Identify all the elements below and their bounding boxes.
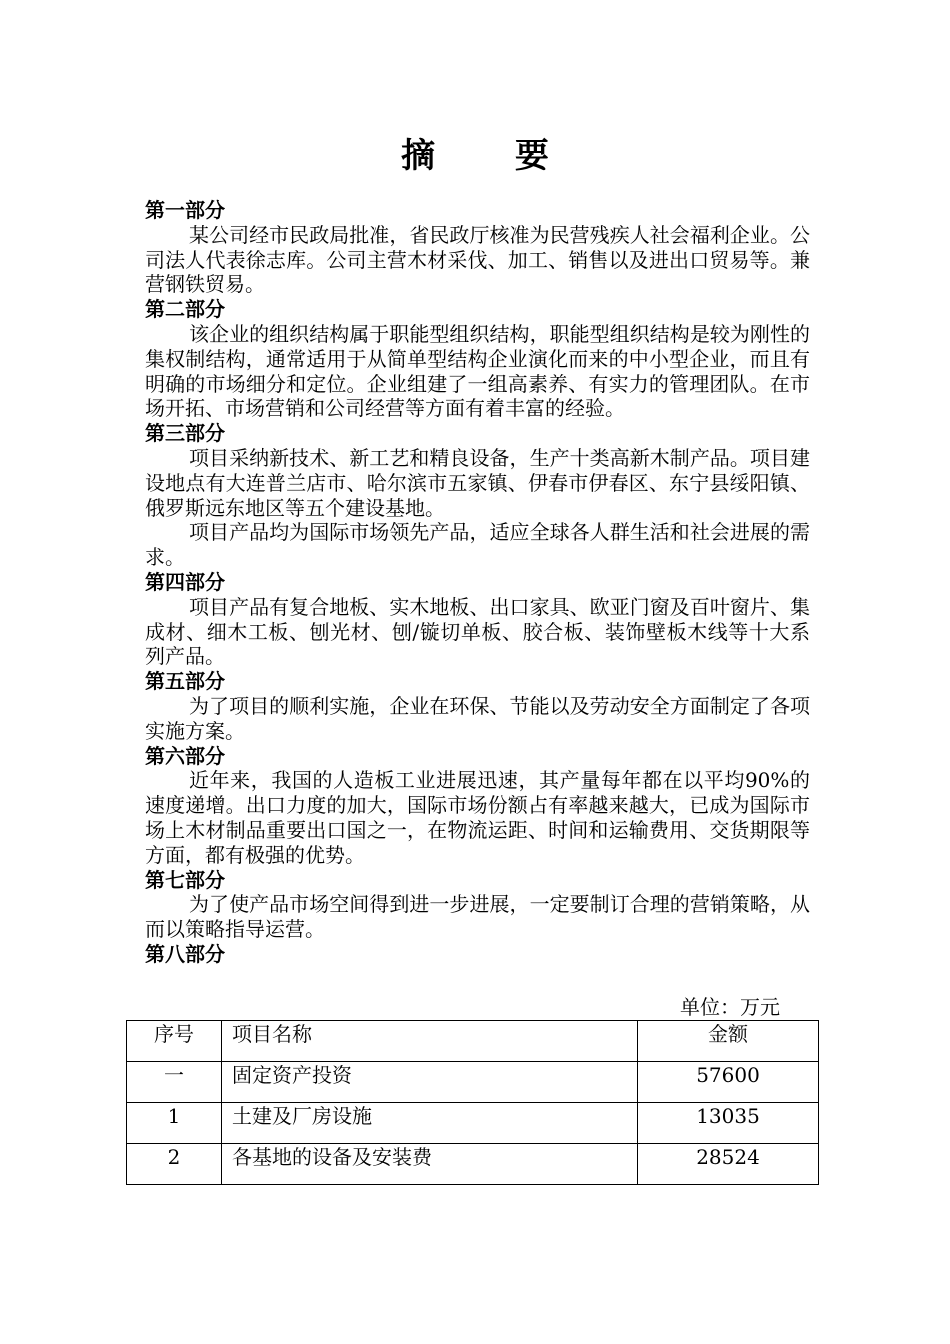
table-row (127, 1103, 819, 1144)
cell-amount: 13035 (638, 1103, 819, 1144)
summary-body (145, 198, 810, 967)
column-header-amount: 金额 (638, 1021, 819, 1062)
section-paragraph: 项目产品有复合地板、实木地板、出口家具、欧亚门窗及百叶窗片、集成材、细木工板、刨光材、刨/镟切单板、胶合板、装饰壁板木线等十大系列产品。 (145, 594, 810, 669)
cell-item-name: 各基地的设备及安装费 (222, 1144, 638, 1185)
table-unit-label: 单位：万元 (680, 995, 780, 1019)
section-heading: 第七部分 (145, 867, 225, 892)
cell-amount: 57600 (638, 1062, 819, 1103)
cell-item-name: 固定资产投资 (222, 1062, 638, 1103)
investment-table (126, 1020, 819, 1185)
section-heading: 第二部分 (145, 297, 225, 322)
table-header-row (127, 1021, 819, 1062)
section-heading: 第八部分 (145, 941, 225, 966)
section-heading: 第一部分 (145, 198, 225, 222)
cell-item-name: 土建及厂房设施 (222, 1103, 638, 1144)
table-row (127, 1062, 819, 1103)
column-header-item-name: 项目名称 (222, 1021, 638, 1062)
section-paragraph: 近年来，我国的人造板工业进展迅速，其产量每年都在以平均90%的速度递增。出口力度的加大，国际市场份额占有率越来越大，已成为国际市场上木材制品重要出口国之一，在物流运距、时间和运输费用、交货期限等方面，都有极强的优势。 (145, 768, 810, 867)
section-paragraph: 项目产品均为国际市场领先产品，适应全球各人群生活和社会进展的需求。 (145, 520, 810, 570)
cell-number: 1 (127, 1103, 222, 1144)
section-paragraph: 为了项目的顺利实施，企业在环保、节能以及劳动安全方面制定了各项实施方案。 (145, 693, 810, 743)
section-heading: 第五部分 (145, 669, 225, 694)
section-paragraph: 某公司经市民政局批准，省民政厅核准为民营残疾人社会福利企业。公司法人代表徐志库。公司主营木材采伐、加工、销售以及进出口贸易等。兼营钢铁贸易。 (145, 222, 810, 297)
cell-number: 2 (127, 1144, 222, 1185)
section-heading: 第六部分 (145, 743, 225, 768)
page-title: 摘 要 (401, 136, 583, 176)
section-paragraph: 项目采纳新技术、新工艺和精良设备，生产十类高新木制产品。项目建设地点有大连普兰店市、哈尔滨市五家镇、伊春市伊春区、东宁县绥阳镇、俄罗斯远东地区等五个建设基地。 (145, 445, 810, 520)
cell-amount: 28524 (638, 1144, 819, 1185)
column-header-number: 序号 (127, 1021, 222, 1062)
section-heading: 第三部分 (145, 421, 225, 446)
section-heading: 第四部分 (145, 569, 225, 594)
cell-number: 一 (127, 1062, 222, 1103)
section-paragraph: 为了使产品市场空间得到进一步进展，一定要制订合理的营销策略，从而以策略指导运营。 (145, 892, 810, 942)
table-row (127, 1144, 819, 1185)
section-paragraph: 该企业的组织结构属于职能型组织结构，职能型组织结构是较为刚性的集权制结构，通常适用于从简单型结构企业演化而来的中小型企业，而且有明确的市场细分和定位。企业组建了一组高素养、有实力的管理团队。在市场开拓、市场营销和公司经营等方面有着丰富的经验。 (145, 321, 810, 421)
